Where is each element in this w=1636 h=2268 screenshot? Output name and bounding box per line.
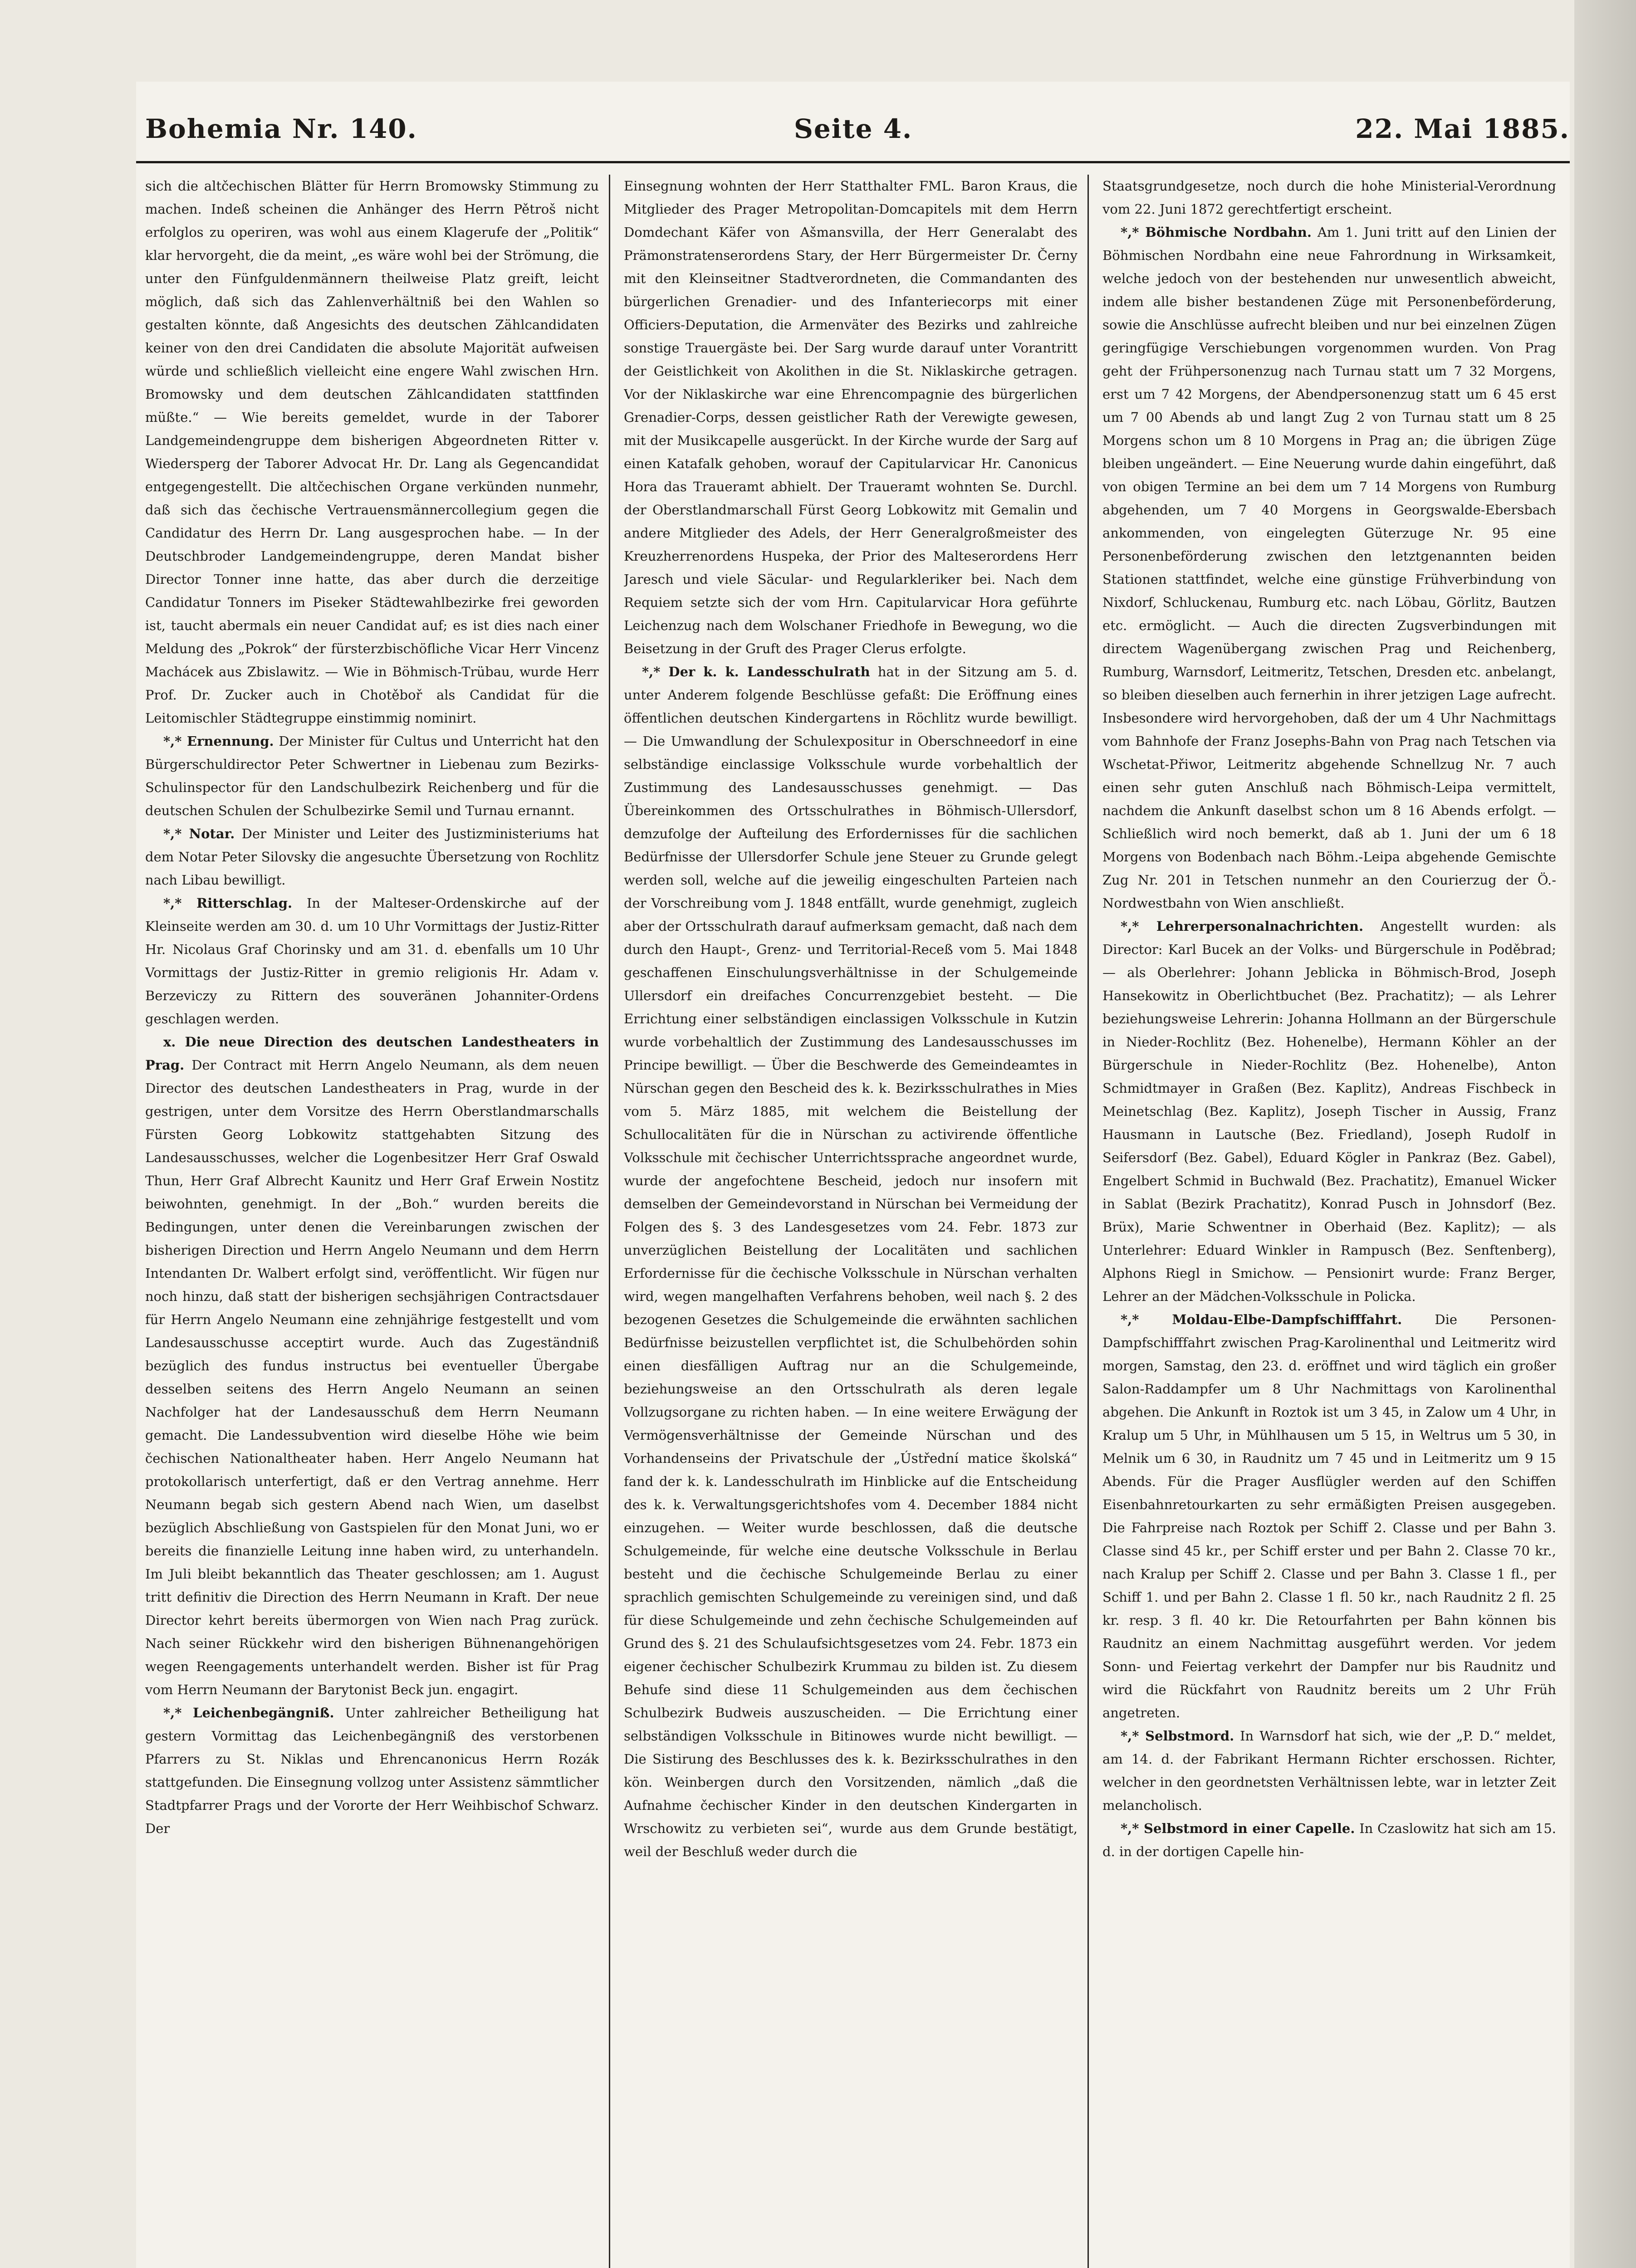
article-text: Angestellt wurden: als Director: Karl Bucek an der Volks- und Bürgerschule in Poděbrad; — als Oberlehrer: Johann Jeblicka in Böhmisch-Brod, Joseph Hansekowitz in Oberlichtbuchet (Bez. Prachatitz); — als Lehrer beziehungsweise Lehrerin: Johanna Hollmann an der Bürgerschule in Nieder-Rochlitz (Bez. Hohenelbe), Hermann Köhler an der Bürgerschule in Nieder-Rochlitz (Bez. Hohenelbe), Anton Schmidtmayer in Graßen (Bez. Kaplitz), Andreas Fischbeck in Meinetschlag (Bez. Kaplitz), Joseph Tischer in Aussig, Franz Hausmann in Lautsche (Bez. Friedland), Joseph Rudolf in Seifersdorf (Bez. Gabel), Eduard Kögler in Pankraz (Bez. Gabel), Engelbert Schmid in Buchwald (Bez. Prachatitz), Emanuel Wicker in Sablat (Bezirk Prachatitz), Konrad Pusch in Johnsdorf (Bez. Brüx), Marie Schwentner in Oberhaid (Bez. Kaplitz); — als Unterlehrer: Eduard Winkler in Rampusch (Bez. Senftenberg), Alphons Riegl in Smichow. — Pensionirt wurde: Franz Berger, Lehrer an der Mädchen-Volksschule in Policka.	[1102, 919, 1556, 1304]
header-rule	[136, 161, 1570, 163]
newspaper-page	[136, 82, 1570, 2268]
article-lehrerpersonal	[1102, 915, 1556, 1308]
article-text: hat in der Sitzung am 5. d. unter Anderem folgende Beschlüsse gefaßt: Die Eröffnung eines öffentlichen deutschen Kindergartens in Röchlitz wurde bewilligt. — Die Umwandlung der Schulexpositur in Oberschneedorf in eine selbständige einclassige Volksschule wurde vorbehaltlich der Zustimmung des Landesausschusses genehmigt. — Das Übereinkommen des Ortsschulrathes in Böhmisch-Ullersdorf, demzufolge der Aufteilung des Erfordernisses für die sachlichen Bedürfnisse der Ullersdorfer Schule jene Steuer zu Grunde gelegt werden soll, welche auf die jeweilig eingeschulten Parteien nach der Vorschreibung vom J. 1848 entfällt, wurde genehmigt, zugleich aber der Ortsschulrath darauf aufmerksam gemacht, daß nach dem durch den Haupt-, Grenz- und Territorial-Receß vom 5. Mai 1848 geschaffenen Einschulungsverhältnisse in der Schulgemeinde Ullersdorf ein dreifaches Concurrenzgebiet besteht. — Die Errichtung einer selbständigen einclassigen Volksschule in Kutzin wurde vorbehaltlich der Zustimmung des Landesausschusses im Principe bewilligt. — Über die Beschwerde des Gemeindeamtes in Nürschan gegen den Bescheid des k. k. Bezirksschulrathes in Mies vom 5. März 1885, mit welchem die Beistellung der Schullocalitäten für die in Nürschan zu activirende öffentliche Volksschule mit čechischer Unterrichtssprache angeordnet wurde, wurde der angefochtene Bescheid, jedoch nur insofern mit demselben der Gemeindevorstand in Nürschan bei Vermeidung der Folgen des §. 3 des Landesgesetzes vom 24. Febr. 1873 zur unverzüglichen Beistellung der Localitäten und sachlichen Erfordernisse für die čechische Volksschule in Nürschan verhalten wird, wegen mangelhaften Verfahrens behoben, weil nach §. 2 des bezogenen Gesetzes die Schulgemeinde die erwähnten sachlichen Bedürfnisse beizustellen verpflichtet ist, die Schulbehörden sohin einen diesfälligen Auftrag nur an die Schulgemeinde, beziehungsweise an den Ortsschulrath als deren legale Vollzugsorgane zu richten haben. — In eine weitere Erwägung der Vermögensverhältnisse der Gemeinde Nürschan und des Vorhandenseins der Privatschule der „Ústřední matice školská“ fand der k. k. Landesschulrath im Hinblicke auf die Entscheidung des k. k. Verwaltungsgerichtshofes vom 4. December 1884 nicht einzugehen. — Weiter wurde beschlossen, daß die deutsche Schulgemeinde, für welche eine deutsche Volksschule in Berlau besteht und die čechische Schulgemeinde Berlau zu einer sprachlich gemischten Schulgemeinde zu vereinigen sind, und daß für diese Schulgemeinde und zehn čechische Schulgemeinden auf Grund des §. 21 des Schulaufsichtsgesetzes vom 24. Febr. 1873 ein eigener čechischer Schulbezirk Krummau zu bilden ist. Zu diesem Behufe sind diese 11 Schulgemeinden aus dem čechischen Schulbezirk Budweis auszuscheiden. — Die Errichtung einer selbständigen Volksschule in Bitinowes wurde nicht bewilligt. — Die Sistirung des Beschlusses des k. k. Bezirksschulrathes in den kön. Weinbergen durch den Vorsitzenden, nämlich „daß die Aufnahme čechischer Kinder in den deutschen Kindergarten in Wrschowitz zu verbieten sei“, wurde aus dem Grunde bestätigt, weil der Beschluß weder durch die	[624, 664, 1078, 1859]
article-text: Der Minister für Cultus und Unterricht hat den Bürgerschuldirector Peter Schwertner in Liebenau zum Bezirks-Schulinspector für den Landschulbezirk Reichenberg und für die deutschen Schulen der Schulbezirke Semil und Turnau ernannt.	[145, 733, 599, 818]
article-text: Am 1. Juni tritt auf den Linien der Böhmischen Nordbahn eine neue Fahrordnung in Wirksamkeit, welche jedoch von der bestehenden nur unwesentlich abweicht, indem alle bisher bestandenen Züge mit Personenbeförderung, sowie die Anschlüsse aufrecht bleiben und nur bei einzelnen Zügen geringfügige Verschiebungen vorgenommen wurden. Von Prag geht der Frühpersonenzug nach Turnau statt um 7 32 Morgens, erst um 7 42 Morgens, der Abendpersonenzug statt um 6 45 erst um 7 00 Abends ab und langt Zug 2 von Turnau statt um 8 25 Morgens schon um 8 10 Morgens in Prag an; die übrigen Züge bleiben ungeändert. — Eine Neuerung wurde dahin eingeführt, daß von obigen Termine an bei dem um 7 14 Morgens von Rumburg abgehenden, um 7 40 Morgens in Georgswalde-Ebersbach ankommenden, von eingelegten Güterzuge Nr. 95 eine Personenbeförderung zwischen den letztgenannten beiden Stationen stattfindet, welche eine günstige Frühverbindung von Nixdorf, Schluckenau, Rumburg etc. nach Löbau, Görlitz, Bautzen etc. ermöglicht. — Auch die directen Zugsverbindungen mit directem Wagenübergang zwischen Prag und Reichenberg, Rumburg, Warnsdorf, Leitmeritz, Tetschen, Dresden etc. anbelangt, so bleiben dieselben auch fernerhin in ihrer jetzigen Lage aufrecht. Insbesondere wird hervorgehoben, daß der um 4 Uhr Nachmittags vom Bahnhofe der Franz Josephs-Bahn von Prag nach Tetschen via Wschetat-Přiwor, Leitmeritz abgehende Schnellzug Nr. 7 auch einen sehr guten Anschluß nach Böhmisch-Leipa vermittelt, nachdem die Ankunft daselbst schon um 8 16 Abends erfolgt. — Schließlich wird noch bemerkt, daß ab 1. Juni der um 6 18 Morgens von Bodenbach nach Böhm.-Leipa abgehende Gemischte Zug Nr. 201 in Tetschen nunmehr an den Courierzug der Ö.-Nordwestbahn von Wien anschließt.	[1102, 225, 1556, 911]
article-ritterschlag	[145, 892, 599, 1031]
masthead	[136, 113, 1570, 154]
article-text: Der Minister und Leiter des Justizministeriums hat dem Notar Peter Silovsky die angesuchte Übersetzung von Rochlitz nach Libau bewilligt.	[145, 826, 599, 888]
article-selbstmord-capelle	[1102, 1817, 1556, 1863]
article-text: In Czaslowitz hat sich am 15. d. in der dortigen Capelle hin-	[1102, 1821, 1556, 1859]
article-heading: *,* Böhmische Nordbahn.	[1121, 225, 1312, 240]
column-1	[145, 175, 599, 2268]
article-notar	[145, 822, 599, 892]
article-nordbahn	[1102, 221, 1556, 915]
article-heading: *,* Moldau-Elbe-Dampfschifffahrt.	[1121, 1312, 1402, 1327]
article-selbstmord	[1102, 1725, 1556, 1817]
article-leichenbegaengniss	[145, 1701, 599, 1840]
column-2	[624, 175, 1078, 2268]
article-text: In Warnsdorf hat sich, wie der „P. D.“ meldet, am 14. d. der Fabrikant Hermann Richter erschossen. Richter, welcher in den geordnetsten Verhältnissen lebte, war in letzter Zeit melancholisch.	[1102, 1728, 1556, 1813]
article-text: Die Personen-Dampfschifffahrt zwischen Prag-Karolinenthal und Leitmeritz wird morgen, Samstag, den 23. d. eröffnet und wird täglich ein großer Salon-Raddampfer um 8 Uhr Nachmittags von Karolinenthal abgehen. Die Ankunft in Roztok ist um 3 45, in Zalow um 4 Uhr, in Kralup um 5 Uhr, in Mühlhausen um 5 15, in Weltrus um 5 30, in Melnik um 6 30, in Raudnitz um 7 45 und in Leitmeritz um 9 15 Abends. Für die Prager Ausflügler werden auf den Schiffen Eisenbahnretourkarten zu sehr ermäßigten Preisen ausgegeben. Die Fahrpreise nach Roztok per Schiff 2. Classe und per Bahn 3. Classe sind 45 kr., per Schiff erster und per Bahn 2. Classe 70 kr., nach Kralup per Schiff 2. Classe und per Bahn 3. Classe 1 fl., per Schiff 1. und per Bahn 2. Classe 1 fl. 50 kr., nach Raudnitz 2 fl. 25 kr. resp. 3 fl. 40 kr. Die Retourfahrten per Bahn können bis Raudnitz an einem Nachmittag ausgeführt werden. Vor jedem Sonn- und Feiertag verkehrt der Dampfer nur bis Raudnitz und wird die Rückfahrt von Raudnitz bereits um 2 Uhr Früh angetreten.	[1102, 1312, 1556, 1721]
article-dampfschifffahrt	[1102, 1308, 1556, 1725]
article-election	[145, 175, 599, 730]
article-staatsgrundgesetze	[1102, 175, 1556, 221]
article-text: Einsegnung wohnten der Herr Statthalter FML. Baron Kraus, die Mitglieder des Prager Metropolitan-Domcapitels mit dem Herrn Domdechant Käfer von Ašmansvilla, der Herr Generalabt des Prämonstratenserordens Stary, der Herr Bürgermeister Dr. Černy mit den Kleinseitner Stadtverordneten, die Commandanten des bürgerlichen Grenadier- und des Infanteriecorps mit einer Officiers-Deputation, die Armenväter des Bezirks und zahlreiche sonstige Trauergäste bei. Der Sarg wurde darauf unter Vorantritt der Geistlichkeit von Akolithen in die St. Niklaskirche getragen. Vor der Niklaskirche war eine Ehrencompagnie des bürgerlichen Grenadier-Corps, dessen geistlicher Rath der Verewigte gewesen, mit der Musikcapelle ausgerückt. In der Kirche wurde der Sarg auf einen Katafalk gehoben, worauf der Capitularvicar Hr. Canonicus Hora das Traueramt abhielt. Der Traueramt wohnten Se. Durchl. der Oberstlandmarschall Fürst Georg Lobkowitz mit Gemalin und andere Mitglieder des Adels, der Herr Generalgroßmeister des Kreuzherrenordens Huspeka, der Prior des Malteserordens Herr Jaresch und viele Säcular- und Regularkleriker bei. Nach dem Requiem setzte sich der vom Hrn. Capitularvicar Hora geführte Leichenzug nach dem Wolschaner Friedhofe in Bewegung, wo die Beisetzung in der Gruft des Prager Clerus erfolgte.	[624, 178, 1078, 656]
header-issue: Bohemia Nr. 140.	[145, 113, 417, 144]
article-heading: *,* Selbstmord in einer Capelle.	[1121, 1821, 1355, 1836]
column-divider	[1087, 175, 1089, 2268]
article-landesschulrath	[624, 660, 1078, 1863]
article-text: Staatsgrundgesetze, noch durch die hohe Ministerial-Verordnung vom 22. Juni 1872 gerechtfertigt erscheint.	[1102, 178, 1556, 217]
header-page-number: Seite 4.	[794, 113, 913, 144]
article-heading: *,* Leichenbegängniß.	[163, 1705, 334, 1721]
article-heading: *,* Notar.	[163, 826, 235, 841]
article-text: sich die altčechischen Blätter für Herrn Bromowsky Stimmung zu machen. Indeß scheinen die Anhänger des Herrn Pětroš nicht erfolglos zu operiren, was wohl aus einem Klagerufe der „Politik“ klar hervorgeht, die da meint, „es wäre wohl bei der Strömung, die unter den Fünfguldenmännern theilweise Platz greift, leicht möglich, daß sich das Zahlenverhältniß bei den Wahlen so gestalten könnte, daß Angesichts des deutschen Zählcandidaten keiner von den drei Candidaten die absolute Majorität aufweisen würde und schließlich vielleicht eine engere Wahl zwischen Hrn. Bromowsky und dem deutschen Zählcandidaten stattfinden müßte.“ — Wie bereits gemeldet, wurde in der Taborer Landgemeindengruppe dem bisherigen Abgeordneten Ritter v. Wiedersperg der Taborer Advocat Hr. Dr. Lang als Gegencandidat entgegengestellt. Die altčechischen Organe verkünden nunmehr, daß sich das čechische Vertrauensmännercollegium gegen die Candidatur des Herrn Dr. Lang ausgesprochen habe. — In der Deutschbroder Landgemeindengruppe, deren Mandat bisher Director Tonner inne hatte, das aber durch die derzeitige Candidatur Tonners im Piseker Städtewahlbezirke frei geworden ist, taucht abermals ein neuer Candidat auf; es ist dies nach einer Meldung des „Pokrok“ der fürsterzbischöfliche Vicar Herr Vincenz Machácek aus Zbislawitz. — Wie in Böhmisch-Trübau, wurde Herr Prof. Dr. Zucker auch in Chotěboř als Candidat für die Leitomischler Städtegruppe einstimmig nominirt.	[145, 178, 599, 726]
article-heading: *,* Lehrerpersonalnachrichten.	[1121, 919, 1364, 934]
article-heading: *,* Der k. k. Landesschulrath	[642, 664, 870, 679]
page-edge-shadow	[1574, 0, 1636, 2268]
header-date: 22. Mai 1885.	[1355, 113, 1570, 144]
article-text: Unter zahlreicher Betheiligung hat gestern Vormittag das Leichenbegängniß des verstorbenen Pfarrers zu St. Niklas und Ehrencanonicus Herrn Rozák stattgefunden. Die Einsegnung vollzog unter Assistenz sämmtlicher Stadtpfarrer Prags und der Vororte der Herr Weihbischof Schwarz. Der	[145, 1705, 599, 1836]
article-heading: x. Die neue Direction des deutschen Landestheaters in Prag.	[145, 1034, 599, 1073]
article-heading: *,* Ernennung.	[163, 733, 274, 749]
article-heading: *,* Selbstmord.	[1121, 1728, 1234, 1744]
column-divider	[609, 175, 610, 2268]
article-heading: *,* Ritterschlag.	[163, 895, 293, 911]
article-text: Der Contract mit Herrn Angelo Neumann, als dem neuen Director des deutschen Landestheaters in Prag, wurde in der gestrigen, unter dem Vorsitze des Herrn Oberstlandmarschalls Fürsten Georg Lobkowitz stattgehabten Sitzung des Landesausschusses, welcher die Logenbesitzer Herr Graf Oswald Thun, Herr Graf Albrecht Kaunitz und Herr Graf Erwein Nostitz beiwohnten, genehmigt. In der „Boh.“ wurden bereits die Bedingungen, unter denen die Vereinbarungen zwischen der bisherigen Direction und Herrn Angelo Neumann und dem Herrn Intendanten Dr. Walbert erfolgt sind, veröffentlicht. Wir fügen nur noch hinzu, daß statt der bisherigen sechsjährigen Contractsdauer für Herrn Angelo Neumann eine zehnjährige festgestellt und vom Landesausschusse acceptirt wurde. Auch das Zugeständniß bezüglich des fundus instructus bei eventueller Übergabe desselben seitens des Herrn Angelo Neumann an seinen Nachfolger hat der Landesausschuß dem Herrn Neumann gemacht. Die Landessubvention wird dieselbe Höhe wie beim čechischen Nationaltheater haben. Herr Angelo Neumann hat protokollarisch unterfertigt, daß er den Vertrag annehme. Herr Neumann begab sich gestern Abend nach Wien, um daselbst bezüglich Abschließung von Gastspielen für den Monat Juni, wo er bereits die finanzielle Leitung inne haben wird, zu unterhandeln. Im Juli bleibt bekanntlich das Theater geschlossen; am 1. August tritt definitiv die Direction des Herrn Neumann in Kraft. Der neue Director kehrt bereits übermorgen von Wien nach Prag zurück. Nach seiner Rückkehr wird den bisherigen Bühnenangehörigen wegen Reengagements unterhandelt werden. Bisher ist für Prag vom Herrn Neumann der Barytonist Beck jun. engagirt.	[145, 1057, 599, 1697]
article-text: In der Malteser-Ordenskirche auf der Kleinseite werden am 30. d. um 10 Uhr Vormittags der Justiz-Ritter Hr. Nicolaus Graf Chorinsky und am 31. d. ebenfalls um 10 Uhr Vormittags der Justiz-Ritter in gremio religionis Hr. Adam v. Berzeviczy zu Rittern des souveränen Johanniter-Ordens geschlagen werden.	[145, 895, 599, 1026]
article-landestheater	[145, 1031, 599, 1701]
article-ernennung	[145, 730, 599, 822]
article-einsegnung	[624, 175, 1078, 660]
column-3	[1102, 175, 1556, 2268]
